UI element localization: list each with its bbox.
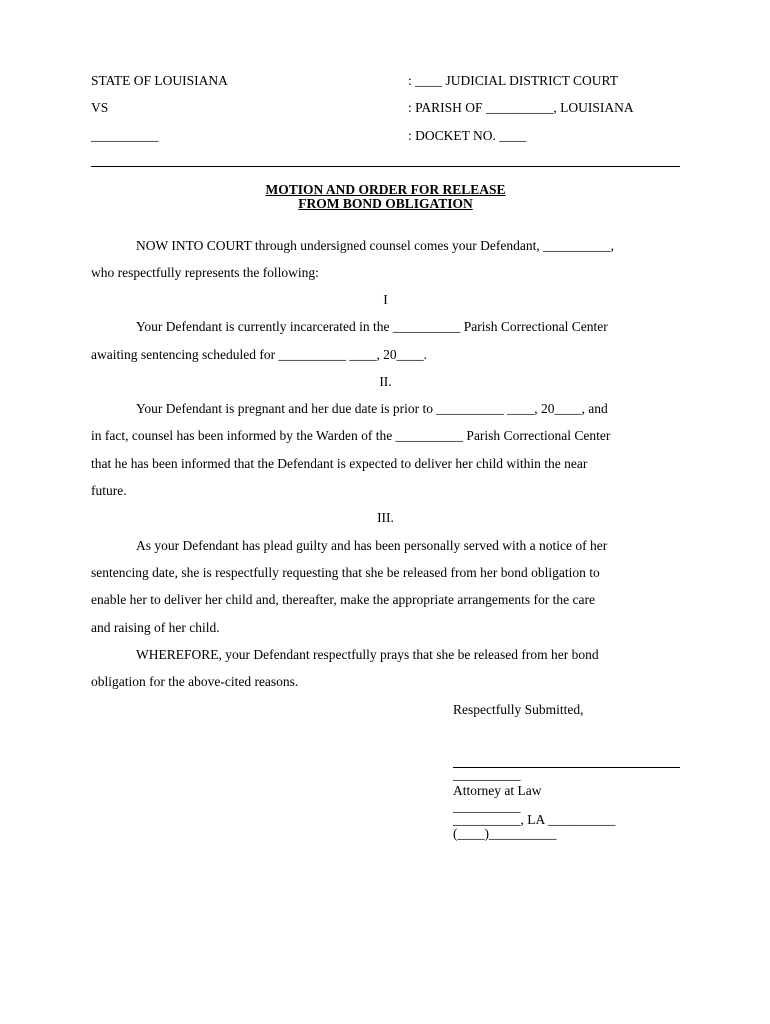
section-number-3: III. — [377, 510, 394, 525]
address-blank: __________ — [453, 799, 521, 814]
closing-text: Respectfully Submitted, — [453, 702, 584, 717]
intro-line-2: who respectfully represents the following: — [91, 265, 319, 280]
wherefore-line-2: obligation for the above-cited reasons. — [91, 674, 299, 689]
signature-blank: __________ — [453, 767, 521, 782]
section-2-line: in fact, counsel has been informed by the Warden of the __________ Parish Correctional Center — [91, 428, 611, 443]
wherefore-line-1: WHEREFORE, your Defendant respectfully prays that she be released from her bond — [136, 647, 599, 662]
section-2-line: Your Defendant is pregnant and her due date is prior to __________ ____, 20____, and — [136, 401, 608, 416]
caption-parish: : PARISH OF __________, LOUISIANA — [408, 100, 634, 115]
document-title-line-1: MOTION AND ORDER FOR RELEASE — [265, 182, 506, 197]
section-1-line: Your Defendant is currently incarcerated in the __________ Parish Correctional Center — [136, 319, 608, 334]
section-1-line: awaiting sentencing scheduled for __________ ____, 20____. — [91, 347, 427, 362]
attorney-title: Attorney at Law — [453, 783, 542, 798]
caption-divider — [91, 166, 680, 167]
caption-state: STATE OF LOUISIANA — [91, 73, 228, 88]
document-title-line-2: FROM BOND OBLIGATION — [298, 196, 473, 211]
section-3-line: sentencing date, she is respectfully requesting that she be released from her bond obligation to — [91, 565, 600, 580]
city-state-line: __________, LA __________ — [453, 812, 616, 827]
section-number-2: II. — [379, 374, 392, 389]
section-2-line: future. — [91, 483, 127, 498]
caption-court: : ____ JUDICIAL DISTRICT COURT — [408, 73, 618, 88]
section-number-1: I — [383, 292, 388, 307]
caption-vs: VS — [91, 100, 109, 115]
section-3-line: enable her to deliver her child and, thereafter, make the appropriate arrangements for the care — [91, 592, 595, 607]
section-2-line: that he has been informed that the Defendant is expected to deliver her child within the near — [91, 456, 588, 471]
intro-line-1: NOW INTO COURT through undersigned counsel comes your Defendant, __________, — [136, 238, 614, 253]
phone-line: (____)__________ — [453, 826, 557, 841]
caption-docket: : DOCKET NO. ____ — [408, 128, 527, 143]
section-3-line: and raising of her child. — [91, 620, 220, 635]
section-3-line: As your Defendant has plead guilty and has been personally served with a notice of her — [136, 538, 608, 553]
caption-party-blank: __________ — [91, 128, 159, 143]
